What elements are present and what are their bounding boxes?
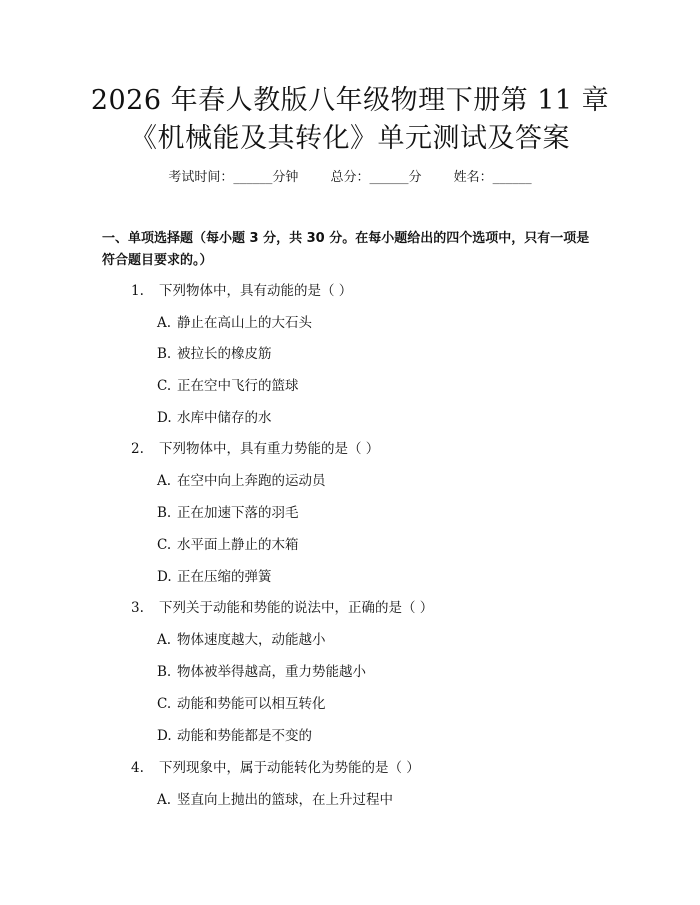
section-heading: 一、单项选择题（每小题 3 分，共 30 分。在每小题给出的四个选项中，只有一项是符合题目要求的。） [102, 231, 590, 268]
option-letter: D. [157, 728, 172, 744]
option-text: 水库中储存的水 [177, 410, 272, 426]
option-3b [157, 663, 366, 681]
option-letter: C. [157, 696, 172, 712]
question-text: 下列关于动能和势能的说法中，正确的是（ ） [159, 600, 434, 616]
total-score-field: 总分：______分 [330, 170, 422, 185]
name-field: 姓名：______ [453, 170, 532, 185]
question-text: 下列物体中，具有动能的是（ ） [159, 283, 353, 299]
question-number: 2. [131, 441, 144, 457]
option-2b [157, 504, 299, 522]
question-number: 3. [131, 600, 144, 616]
option-text: 在空中向上奔跑的运动员 [177, 473, 326, 489]
option-1a [157, 314, 312, 332]
option-1b [157, 345, 272, 363]
option-text: 正在空中飞行的篮球 [177, 378, 299, 394]
option-text: 静止在高山上的大石头 [177, 315, 312, 331]
question-4 [131, 759, 420, 777]
option-text: 水平面上静止的木箱 [177, 537, 299, 553]
option-text: 物体被举得越高，重力势能越小 [177, 664, 366, 680]
option-4a [157, 791, 393, 809]
option-letter: D. [157, 410, 172, 426]
question-text: 下列现象中，属于动能转化为势能的是（ ） [159, 760, 420, 776]
option-letter: A. [157, 792, 172, 808]
option-1d [157, 409, 272, 427]
option-letter: C. [157, 537, 172, 553]
option-letter: A. [157, 473, 172, 489]
option-text: 竖直向上抛出的篮球，在上升过程中 [177, 792, 393, 808]
option-letter: B. [157, 664, 172, 680]
option-letter: D. [157, 569, 172, 585]
option-letter: B. [157, 505, 172, 521]
question-number: 4. [131, 760, 144, 776]
option-1c [157, 377, 299, 395]
option-text: 被拉长的橡皮筋 [177, 346, 272, 362]
option-text: 动能和势能可以相互转化 [177, 696, 326, 712]
option-2c [157, 536, 299, 554]
option-letter: A. [157, 315, 172, 331]
option-letter: A. [157, 632, 172, 648]
option-2d [157, 568, 272, 586]
question-2 [131, 440, 379, 458]
option-text: 物体速度越大，动能越小 [177, 632, 326, 648]
option-3d [157, 727, 312, 745]
option-3a [157, 631, 326, 649]
option-3c [157, 695, 326, 713]
document-title-line-1: 2026 年春人教版八年级物理下册第 11 章 [90, 85, 610, 116]
question-number: 1. [131, 283, 144, 299]
option-letter: C. [157, 378, 172, 394]
option-2a [157, 472, 326, 490]
option-text: 动能和势能都是不变的 [177, 728, 312, 744]
option-letter: B. [157, 346, 172, 362]
exam-time-field: 考试时间：______分钟 [168, 170, 299, 185]
option-text: 正在压缩的弹簧 [177, 569, 272, 585]
option-text: 正在加速下落的羽毛 [177, 505, 299, 521]
question-text: 下列物体中，具有重力势能的是（ ） [159, 441, 380, 457]
document-title-line-2: 《机械能及其转化》单元测试及答案 [130, 123, 570, 154]
question-3 [131, 599, 433, 617]
exam-info-line [0, 169, 700, 187]
question-1 [131, 282, 352, 300]
